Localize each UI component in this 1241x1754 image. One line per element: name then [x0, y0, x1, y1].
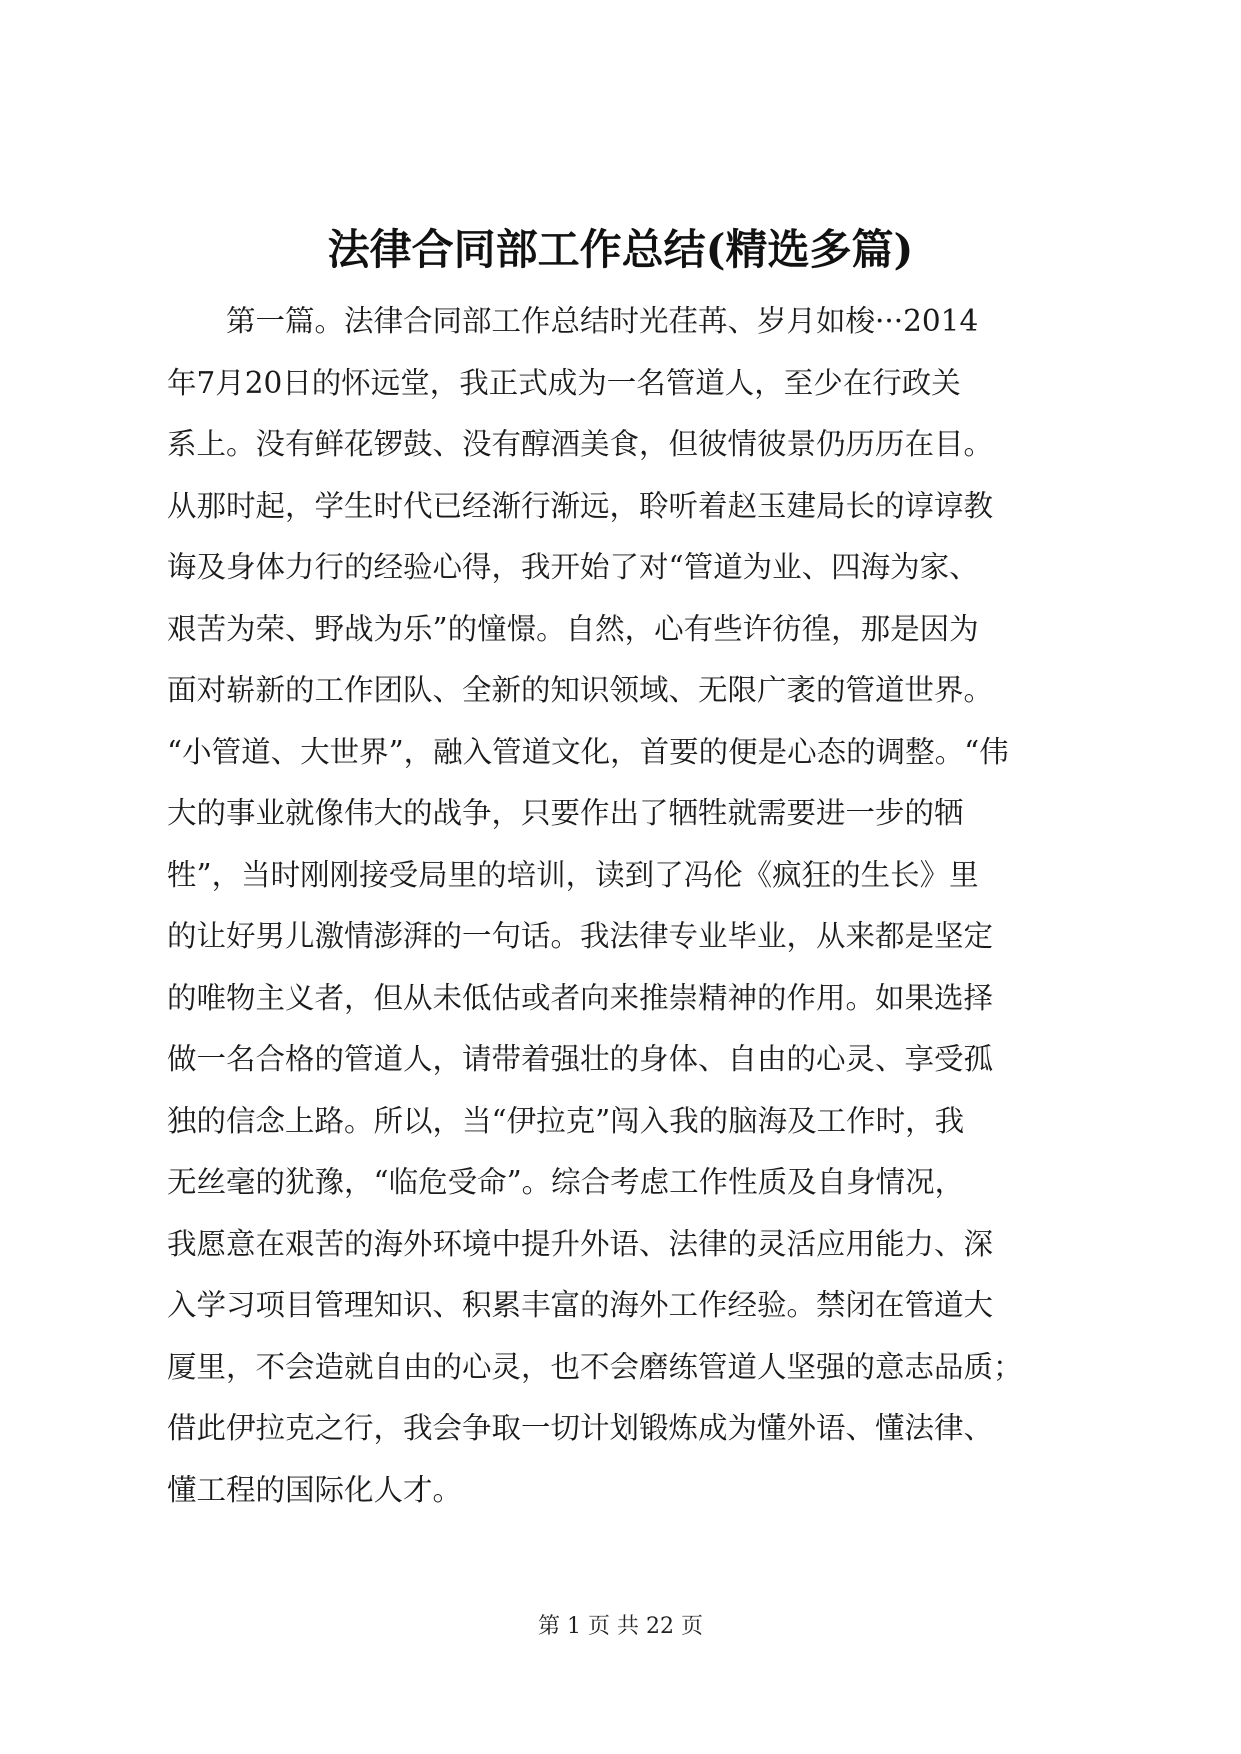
- body-line: 入学习项目管理知识、积累丰富的海外工作经验。禁闭在管道大: [167, 1288, 994, 1322]
- document-body: [167, 291, 1077, 1521]
- body-line: 艰苦为荣、野战为乐”的憧憬。自然，心有些许彷徨，那是因为: [167, 611, 979, 646]
- body-line: 牲”，当时刚刚接受局里的培训，读到了冯伦《疯狂的生长》里: [167, 857, 979, 892]
- body-line: 的让好男儿激情澎湃的一句话。我法律专业毕业，从来都是坚定: [167, 919, 994, 953]
- body-line: 我愿意在艰苦的海外环境中提升外语、法律的灵活应用能力、深: [167, 1226, 994, 1261]
- body-line: 大的事业就像伟大的战争，只要作出了牺牲就需要进一步的牺: [167, 796, 964, 830]
- body-line: 的唯物主义者，但从未低估或者向来推崇精神的作用。如果选择: [167, 980, 994, 1015]
- body-line: 做一名合格的管道人，请带着强壮的身体、自由的心灵、享受孤: [167, 1042, 994, 1076]
- body-line: 独的信念上路。所以，当“伊拉克”闯入我的脑海及工作时，我: [167, 1103, 965, 1138]
- document-title: 法律合同部工作总结(精选多篇): [327, 225, 914, 274]
- body-line: 系上。没有鲜花锣鼓、没有醇酒美食，但彼情彼景仍历历在目。: [167, 427, 994, 461]
- body-line: 借此伊拉克之行，我会争取一切计划锻炼成为懂外语、懂法律、: [167, 1411, 994, 1445]
- body-line: 年7月20日的怀远堂，我正式成为一名管道人，至少在行政关: [167, 365, 961, 400]
- body-line: “小管道、大世界”，融入管道文化，首要的便是心态的调整。“伟: [167, 734, 1009, 769]
- body-line: 诲及身体力行的经验心得，我开始了对“管道为业、四海为家、: [167, 550, 979, 584]
- body-line: 面对崭新的工作团队、全新的知识领域、无限广袤的管道世界。: [167, 673, 994, 707]
- body-line: 无丝毫的犹豫，“临危受命”。综合考虑工作性质及自身情况，: [167, 1165, 965, 1199]
- body-line: 第一篇。法律合同部工作总结时光荏苒、岁月如梭···2014: [167, 304, 979, 338]
- body-line: 从那时起，学生时代已经渐行渐远，聆听着赵玉建局长的谆谆教: [167, 488, 994, 523]
- page-number-footer: 第 1 页 共 22 页: [538, 1614, 703, 1639]
- body-line: 懂工程的国际化人才。: [167, 1472, 463, 1507]
- body-line: 厦里，不会造就自由的心灵，也不会磨练管道人坚强的意志品质；: [167, 1349, 1023, 1384]
